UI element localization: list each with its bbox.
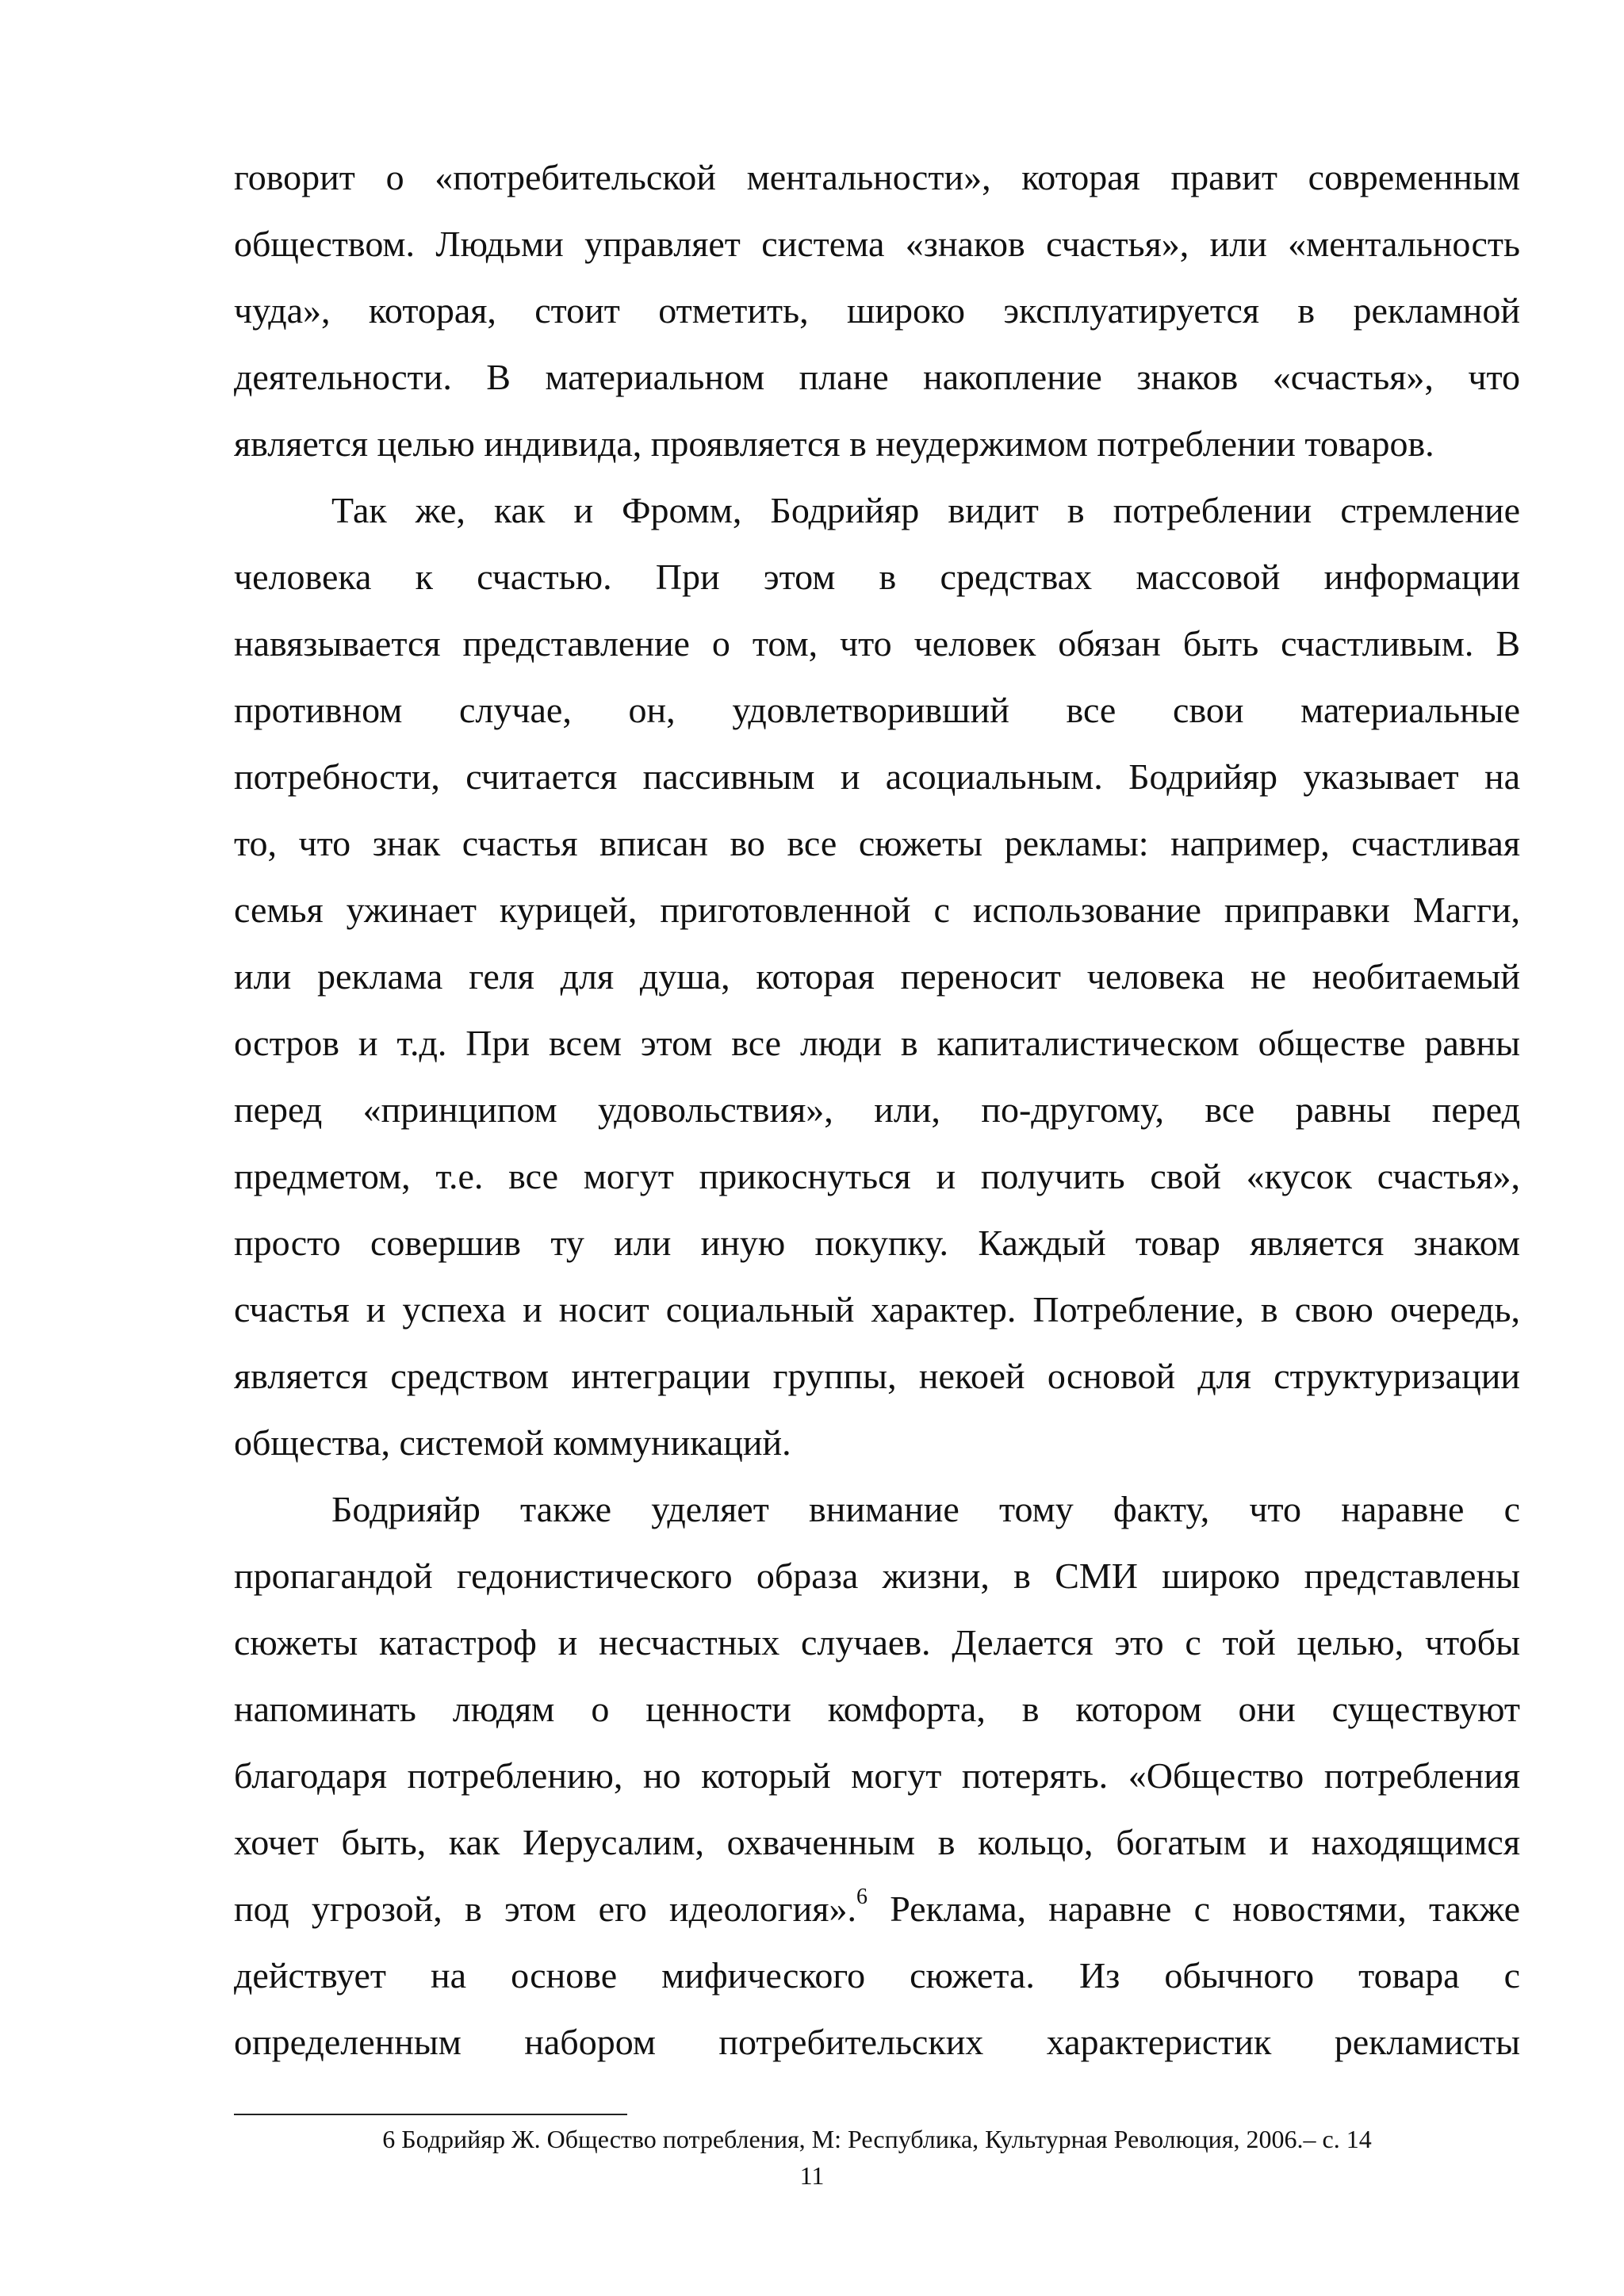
text-line: потребности, считается пассивным и асоциальным. Бодрийяр указывает на: [234, 756, 1520, 797]
text-line-with-footnote-ref: [234, 1887, 1520, 1931]
text-line: общества, системой коммуникаций.: [234, 1422, 791, 1463]
text-line: предметом, т.е. все могут прикоснуться и получить свой «кусок счастья»,: [234, 1156, 1520, 1196]
text-line: является средством интеграции группы, некоей основой для структуризации: [234, 1356, 1520, 1396]
text-line: навязывается представление о том, что человек обязан быть счастливым. В: [234, 623, 1520, 664]
sentence-continuation: Реклама, наравне с новостями, также: [890, 1888, 1520, 1929]
text-line: говорит о «потребительской ментальности», которая правит современным: [234, 157, 1520, 197]
text-line: чуда», которая, стоит отметить, широко эксплуатируется в рекламной: [234, 290, 1520, 331]
text-line: то, что знак счастья вписан во все сюжеты рекламы: например, счастливая: [234, 823, 1520, 863]
page-number: 11: [799, 2161, 825, 2190]
text-line: является целью индивида, проявляется в неудержимом потреблении товаров.: [234, 423, 1434, 464]
footnote-separator: [234, 2114, 627, 2115]
text-line: сюжеты катастроф и несчастных случаев. Делается это с той целью, чтобы: [234, 1622, 1520, 1663]
text-line: обществом. Людьми управляет система «знаков счастья», или «ментальность: [234, 224, 1520, 264]
paragraph-first-line: Так же, как и Фромм, Бодрийяр видит в потреблении стремление: [331, 490, 1520, 530]
footnote: 6 Бодрийяр Ж. Общество потребления, М: Республика, Культурная Революция, 2006.– с. 14: [382, 2125, 1372, 2153]
text-line: просто совершив ту или иную покупку. Каждый товар является знаком: [234, 1223, 1520, 1263]
text-line: человека к счастью. При этом в средствах массовой информации: [234, 557, 1520, 597]
text-line: семья ужинает курицей, приготовленной с использование приправки Магги,: [234, 890, 1520, 930]
text-line: напоминать людям о ценности комфорта, в котором они существуют: [234, 1689, 1520, 1729]
text-line: пропагандой гедонистического образа жизни, в СМИ широко представлены: [234, 1556, 1520, 1596]
text-line: определенным набором потребительских характеристик рекламисты: [234, 2022, 1520, 2062]
text-line: счастья и успеха и носит социальный характер. Потребление, в свою очередь,: [234, 1289, 1520, 1330]
footnote-marker[interactable]: 6: [856, 1887, 868, 1909]
text-line: противном случае, он, удовлетворивший все свои материальные: [234, 690, 1520, 730]
text-line: хочет быть, как Иерусалим, охваченным в кольцо, богатым и находящимся: [234, 1822, 1520, 1862]
paragraph-first-line: Бодрияйр также уделяет внимание тому факту, что наравне с: [331, 1489, 1520, 1529]
text-line: перед «принципом удовольствия», или, по-другому, все равны перед: [234, 1089, 1520, 1130]
text-line: деятельности. В материальном плане накопление знаков «счастья», что: [234, 357, 1520, 397]
text-line: действует на основе мифического сюжета. Из обычного товара с: [234, 1955, 1520, 1996]
quote-end-text: под угрозой, в этом его идеология».: [234, 1888, 856, 1929]
text-line: благодаря потреблению, но который могут потерять. «Общество потребления: [234, 1755, 1520, 1796]
text-line: остров и т.д. При всем этом все люди в капиталистическом обществе равны: [234, 1023, 1520, 1063]
text-line: или реклама геля для душа, которая переносит человека не необитаемый: [234, 956, 1520, 997]
